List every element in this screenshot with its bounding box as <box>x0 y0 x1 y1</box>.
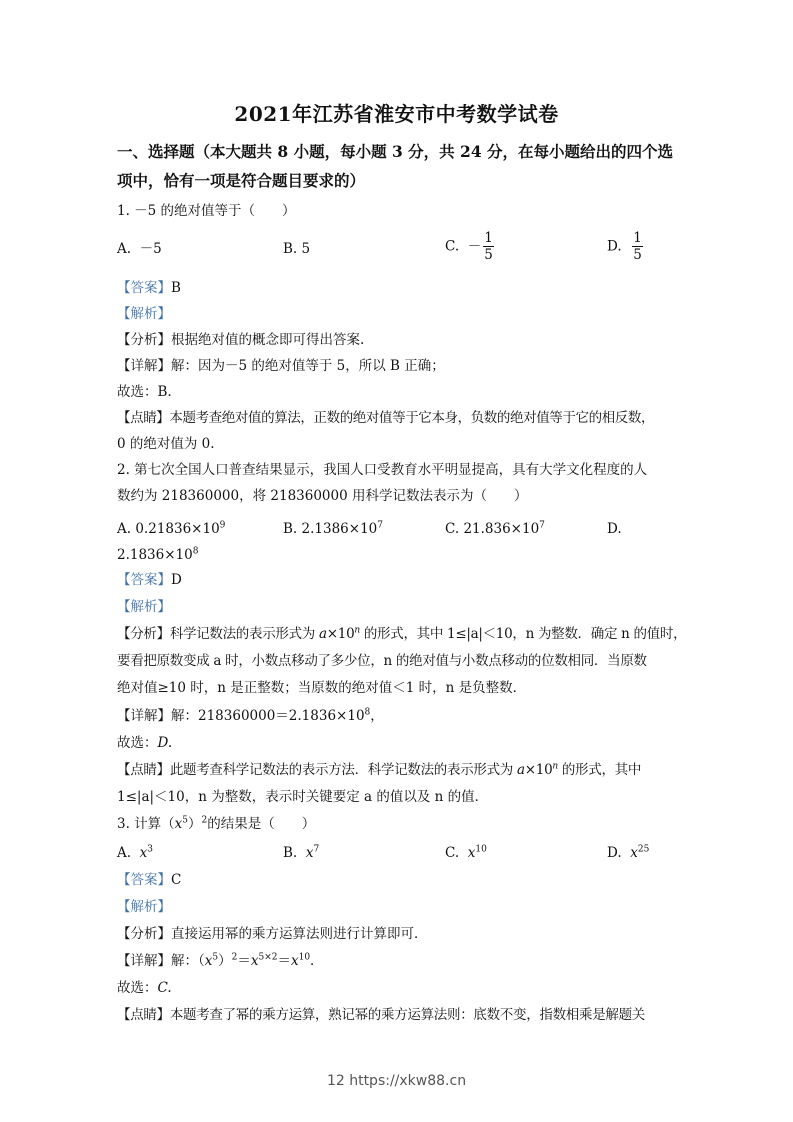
q2-xiangjie: 【详解】解：$218360000=2.1836\times 10^8$， <box>117 707 384 724</box>
section-heading-line2: 项中，恰有一项是符合题目要求的） <box>117 171 366 190</box>
q2-guxuan: 故选：D. <box>117 735 173 751</box>
q2-fenxi-line1: 【分析】科学记数法的表示形式为 $a\times 10^n$ 的形式，其中 1≤|a|＜10，n 为整数．确定 n 的值时， <box>117 625 687 642</box>
q3-analysis-label: 【解析】 <box>117 899 171 915</box>
q1-dianjing-line2: 0 的绝对值为 0. <box>117 436 215 452</box>
q1-answer: 【答案】B <box>117 280 181 296</box>
q2-option-d-value: $2.1836\times 10^8$ <box>117 546 199 563</box>
q3-guxuan: 故选：C. <box>117 980 172 996</box>
q2-fenxi-line2: 要看把原数变成 a 时，小数点移动了多少位，n 的绝对值与小数点移动的位数相同．当原数 <box>117 653 647 669</box>
fraction: $\frac{1}{5}$ <box>484 230 493 263</box>
q2-answer: 【答案】D <box>117 572 182 588</box>
q2-option-d-label: D. <box>607 521 622 537</box>
q2-option-b: B. $2.1386\times 10^7$ <box>283 520 383 537</box>
question-2-stem-line2: 数约为 218360000，将 218360000 用科学记数法表示为（ ） <box>117 488 528 504</box>
q1-fenxi: 【分析】根据绝对值的概念即可得出答案. <box>117 332 365 348</box>
q2-analysis-label: 【解析】 <box>117 599 171 615</box>
q3-option-d: D. $x^{25}$ <box>607 844 650 861</box>
question-2-stem-line1: 2. 第七次全国人口普查结果显示，我国人口受教育水平明显提高，具有大学文化程度的人 <box>117 462 648 478</box>
section-heading-line1: 一、选择题（本大题共 8 小题，每小题 3 分，共 24 分，在每小题给出的四个选 <box>117 142 674 161</box>
q1-option-b: B. 5 <box>283 241 311 257</box>
q1-option-c: C. － $\frac{1}{5}$ <box>445 230 493 263</box>
answer-label: 【答案】 <box>117 280 171 296</box>
fraction: $\frac{1}{5}$ <box>633 230 642 263</box>
q3-xiangjie: 【详解】解：$(x^5)^2=x^{5\times 2}=x^{10}$． <box>117 952 324 969</box>
question-3-stem: 3. 计算$(x^5)^2$的结果是（ ） <box>117 815 316 832</box>
q3-option-c: C. $x^{10}$ <box>445 844 487 861</box>
q3-answer: 【答案】C <box>117 872 182 888</box>
q2-dianjing-line2: 1≤|a|＜10，n 为整数，表示时关键要定 a 的值以及 n 的值． <box>117 789 489 805</box>
page-footer: 12 https://xkw88.cn <box>326 1073 467 1089</box>
question-1-stem: 1. －5 的绝对值等于（ ） <box>117 203 296 219</box>
answer-label: 【答案】 <box>117 872 171 888</box>
q3-option-a: A. $x^3$ <box>117 844 153 861</box>
q1-analysis-label: 【解析】 <box>117 306 171 322</box>
q1-dianjing-line1: 【点睛】本题考查绝对值的算法，正数的绝对值等于它本身，负数的绝对值等于它的相反数， <box>117 410 655 426</box>
q2-fenxi-line3: 绝对值≥10 时，n 是正整数；当原数的绝对值＜1 时，n 是负整数． <box>117 680 527 696</box>
q1-option-a: A. －5 <box>117 241 162 257</box>
q1-xiangjie: 【详解】解：因为－5 的绝对值等于 5，所以 B 正确； <box>117 358 445 374</box>
q3-dianjing-line1: 【点睛】本题考查了幂的乘方运算，熟记幂的乘方运算法则：底数不变，指数相乘是解题关 <box>117 1007 646 1023</box>
q1-option-d: D. $\frac{1}{5}$ <box>607 230 642 263</box>
q2-dianjing-line1: 【点睛】此题考查科学记数法的表示方法．科学记数法的表示形式为 $a\times 10^n$ 的形式，其中 <box>117 761 642 778</box>
q2-option-a: A. $0.21836\times 10^9$ <box>117 520 226 537</box>
q2-option-c: C. $21.836\times 10^7$ <box>445 520 545 537</box>
q3-fenxi: 【分析】直接运用幂的乘方运算法则进行计算即可． <box>117 926 428 942</box>
q1-guxuan: 故选：B. <box>117 384 172 400</box>
q3-option-b: B. $x^7$ <box>283 844 320 861</box>
answer-label: 【答案】 <box>117 572 171 588</box>
page-title: 2021年江苏省淮安市中考数学试卷 <box>234 102 559 126</box>
